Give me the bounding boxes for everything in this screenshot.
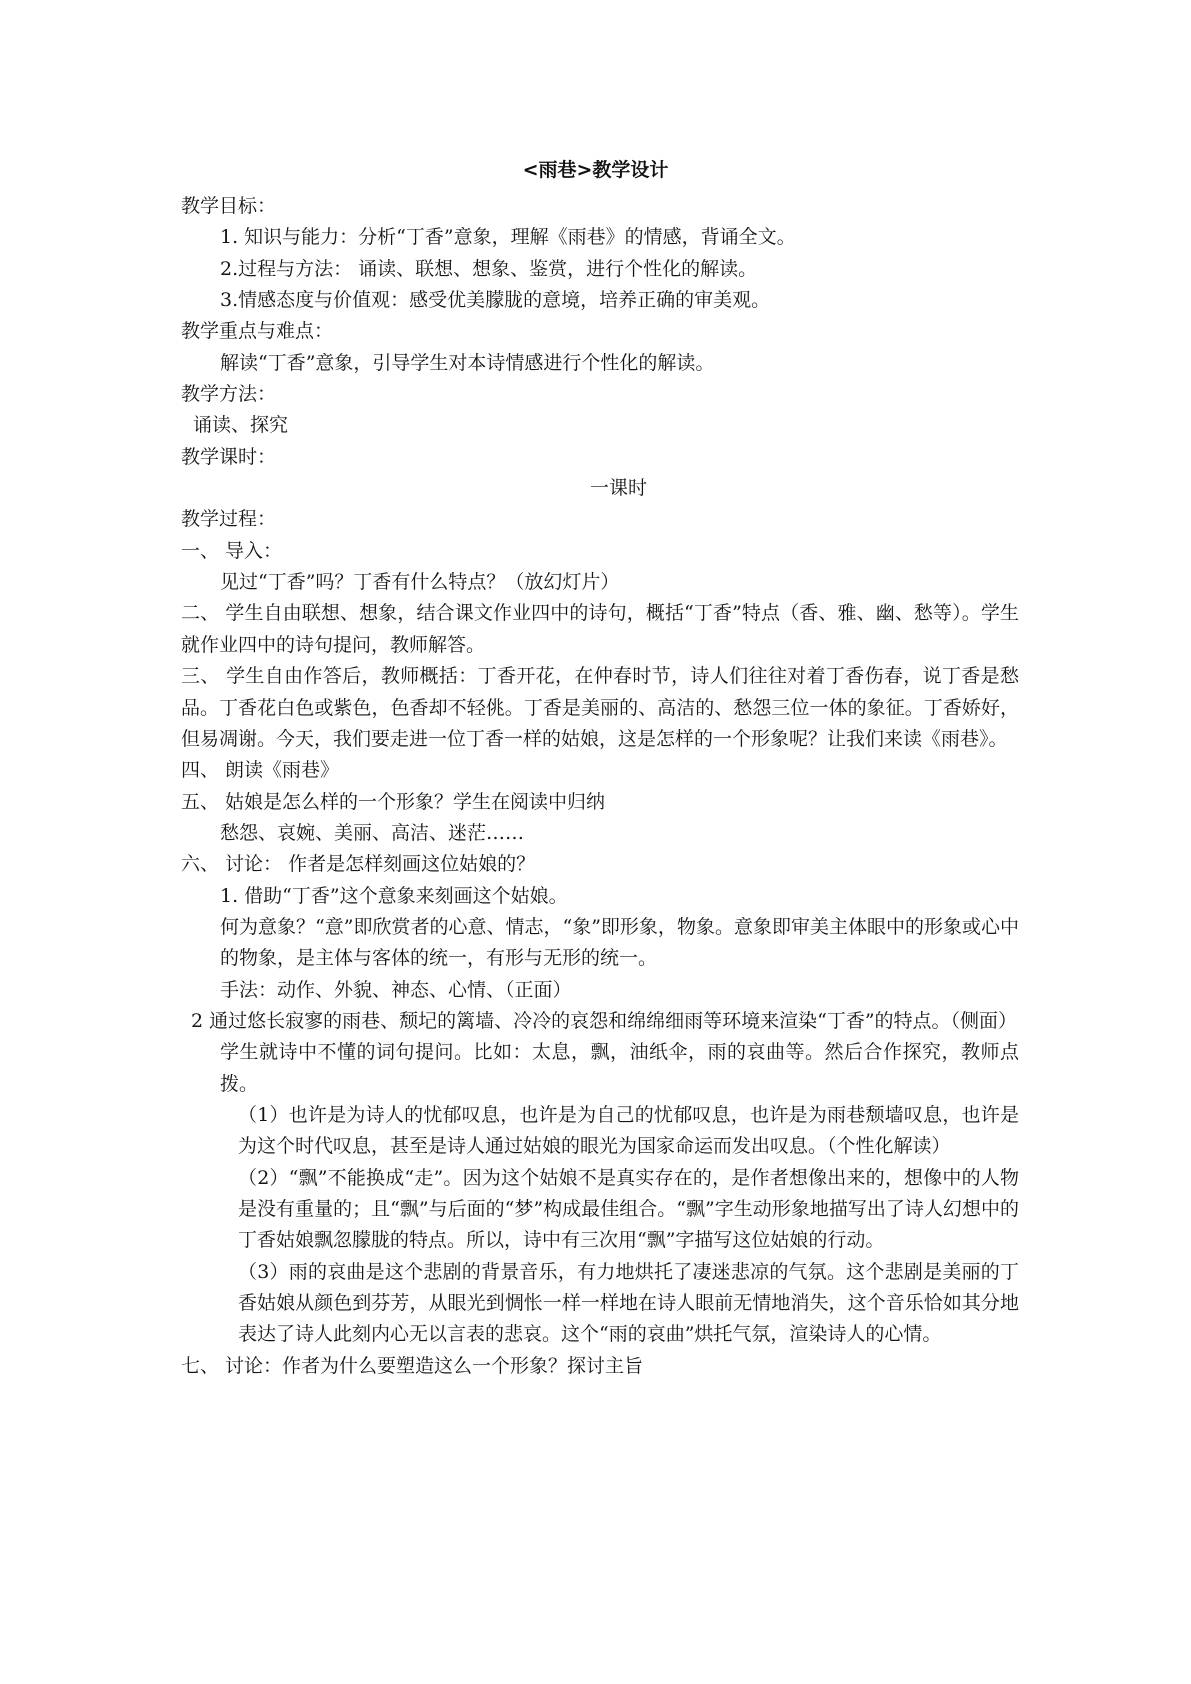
step-1-text: 见过“丁香”吗？丁香有什么特点？（放幻灯片） — [220, 571, 620, 594]
heading-teaching-goals: 教学目标： — [181, 195, 277, 217]
techniques-text: 手法：动作、外貌、神态、心情、（正面） — [220, 978, 572, 1001]
teaching-methods-text: 诵读、探究 — [193, 414, 289, 437]
step-3-paragraph: 三、 学生自由作答后，教师概括：丁香开花，在仲春时节，诗人们往往对着丁香伤春，说丁香是愁品。丁香花白色或紫色，色香却不轻佻。丁香是美丽的、高洁的、愁怨三位一体的象征。丁香娇好，但易凋谢。今天，我们要走进一位丁香一样的姑娘，这是怎样的一个形象呢？让我们来读《雨巷》。 — [181, 665, 1019, 750]
document-title: <雨巷>教学设计 — [522, 159, 669, 181]
key-points-text: 解读“丁香”意象，引导学生对本诗情感进行个性化的解读。 — [220, 351, 715, 374]
goal-process: 2.过程与方法： 诵读、联想、想象、鉴赏，进行个性化的解读。 — [220, 257, 758, 280]
step-7-heading: 七、 讨论：作者为什么要塑造这么一个形象？探讨主旨 — [181, 1354, 644, 1377]
step-5-heading: 五、 姑娘是怎么样的一个形象？学生在阅读中归纳 — [181, 790, 606, 813]
step-6-heading: 六、 讨论： 作者是怎样刻画这位姑娘的？ — [181, 853, 536, 876]
step-6-point-2: 2 通过悠长寂寥的雨巷、颓圮的篱墙、冷冷的哀怨和绵绵细雨等环境来渲染“丁香”的特点。（侧面） — [191, 1009, 1018, 1032]
heading-teaching-process: 教学过程： — [181, 508, 277, 531]
step-4-heading: 四、 朗读《雨巷》 — [181, 759, 340, 782]
heading-key-points: 教学重点与难点： — [181, 320, 334, 343]
answer-2: （2）“飘”不能换成“走”。因为这个姑娘不是真实存在的，是作者想像出来的，想像中的人物是没有重量的；且“飘”与后面的“梦”构成最佳组合。“飘”字生动形象地描写出了诗人幻想中的丁香姑娘飘忽朦胧的特点。所以，诗中有三次用“飘”字描写这位姑娘的行动。 — [238, 1166, 1019, 1252]
heading-teaching-methods: 教学方法： — [181, 383, 277, 406]
step-2-paragraph: 二、 学生自由联想、想象，结合课文作业四中的诗句，概括“丁香”特点（香、雅、幽、愁等）。学生就作业四中的诗句提问，教师解答。 — [181, 602, 1019, 656]
answer-3: （3）雨的哀曲是这个悲剧的背景音乐，有力地烘托了凄迷悲凉的气氛。这个悲剧是美丽的丁香姑娘从颜色到芬芳，从眼光到惆怅一样一样地在诗人眼前无情地消失，这个音乐恰如其分地表达了诗人此刻内心无以言表的悲哀。这个“雨的哀曲”烘托气氛，渲染诗人的心情。 — [238, 1260, 1019, 1346]
class-hours-text: 一课时 — [589, 477, 647, 500]
goal-knowledge: 1. 知识与能力：分析“丁香”意象，理解《雨巷》的情感，背诵全文。 — [220, 226, 796, 249]
goal-attitude: 3.情感态度与价值观：感受优美朦胧的意境，培养正确的审美观。 — [220, 289, 771, 312]
heading-class-hours: 教学课时： — [181, 445, 277, 468]
document-body — [181, 191, 1019, 1382]
step-1-heading: 一、 导入： — [181, 539, 283, 562]
student-questions: 学生就诗中不懂的词句提问。比如：太息，飘，油纸伞，雨的哀曲等。然后合作探究，教师点拨。 — [220, 1041, 1019, 1095]
answer-1: （1）也许是为诗人的忧郁叹息，也许是为自己的忧郁叹息，也许是为雨巷颓墙叹息，也许是为这个时代叹息，甚至是诗人通过姑娘的眼光为国家命运而发出叹息。（个性化解读） — [238, 1103, 1019, 1158]
step-6-point-1: 1. 借助“丁香”这个意象来刻画这个姑娘。 — [220, 884, 568, 907]
imagery-definition: 何为意象？“意”即欣赏者的心意、情志，“象”即形象，物象。意象即审美主体眼中的形象或心中的物象，是主体与客体的统一，有形与无形的统一。 — [220, 915, 1019, 970]
step-5-text: 愁怨、哀婉、美丽、高洁、迷茫…… — [220, 821, 525, 844]
